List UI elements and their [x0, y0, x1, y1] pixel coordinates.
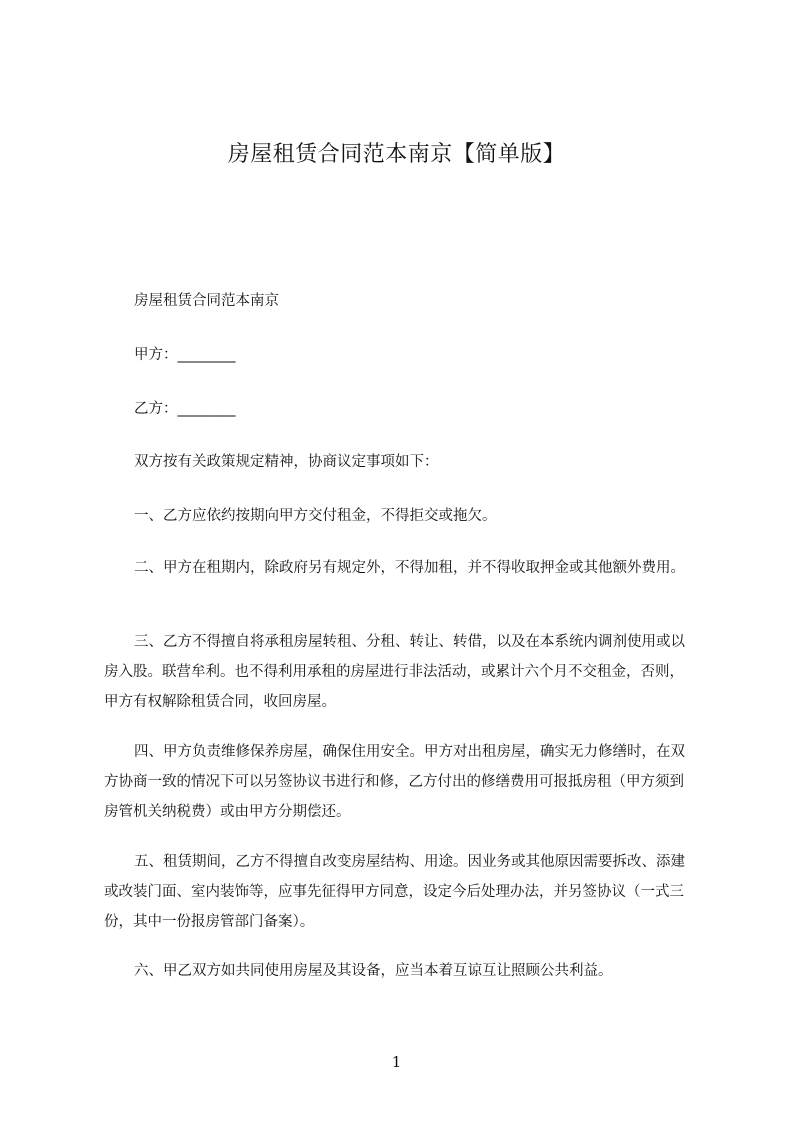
document-subtitle: 房屋租赁合同范本南京 — [134, 293, 279, 309]
clause-1: 一、乙方应依约按期向甲方交付租金，不得拒交或拖欠。 — [134, 508, 497, 524]
clause-6: 六、甲乙双方如共同使用房屋及其设备，应当本着互谅互让照顾公共利益。 — [134, 963, 613, 979]
clause-4: 四、甲方负责维修保养房屋，确保住用安全。甲方对出租房屋，确实无力修缮时，在双方协商一致的情况下可以另签协议书进行和修，乙方付出的修缮费用可报抵房租（甲方须到房管机关纳税费）或由甲方分期偿还。 — [104, 744, 685, 820]
clause-2: 二、甲方在租期内，除政府另有规定外，不得加租，并不得收取押金或其他额外费用。 — [134, 560, 685, 576]
clause-5: 五、租赁期间，乙方不得擅自改变房屋结构、用途。因业务或其他原因需要拆改、添建或改装门面、室内装饰等，应事先征得甲方同意，设定今后处理办法，并另签协议（一式三份，其中一份报房管部门备案）。 — [104, 854, 685, 930]
document-title: 房屋租赁合同范本南京【简单版】 — [227, 142, 566, 167]
page-number: 1 — [391, 1053, 402, 1071]
party-b-line: 乙方：________ — [134, 401, 236, 417]
intro-paragraph: 双方按有关政策规定精神，协商议定事项如下： — [134, 454, 439, 470]
clause-3: 三、乙方不得擅自将承租房屋转租、分租、转让、转借，以及在本系统内调剂使用或以房入股。联营牟利。也不得利用承租的房屋进行非法活动，或累计六个月不交租金，否则，甲方有权解除租赁合同，收回房屋。 — [104, 634, 685, 710]
party-a-line: 甲方：________ — [134, 347, 236, 363]
